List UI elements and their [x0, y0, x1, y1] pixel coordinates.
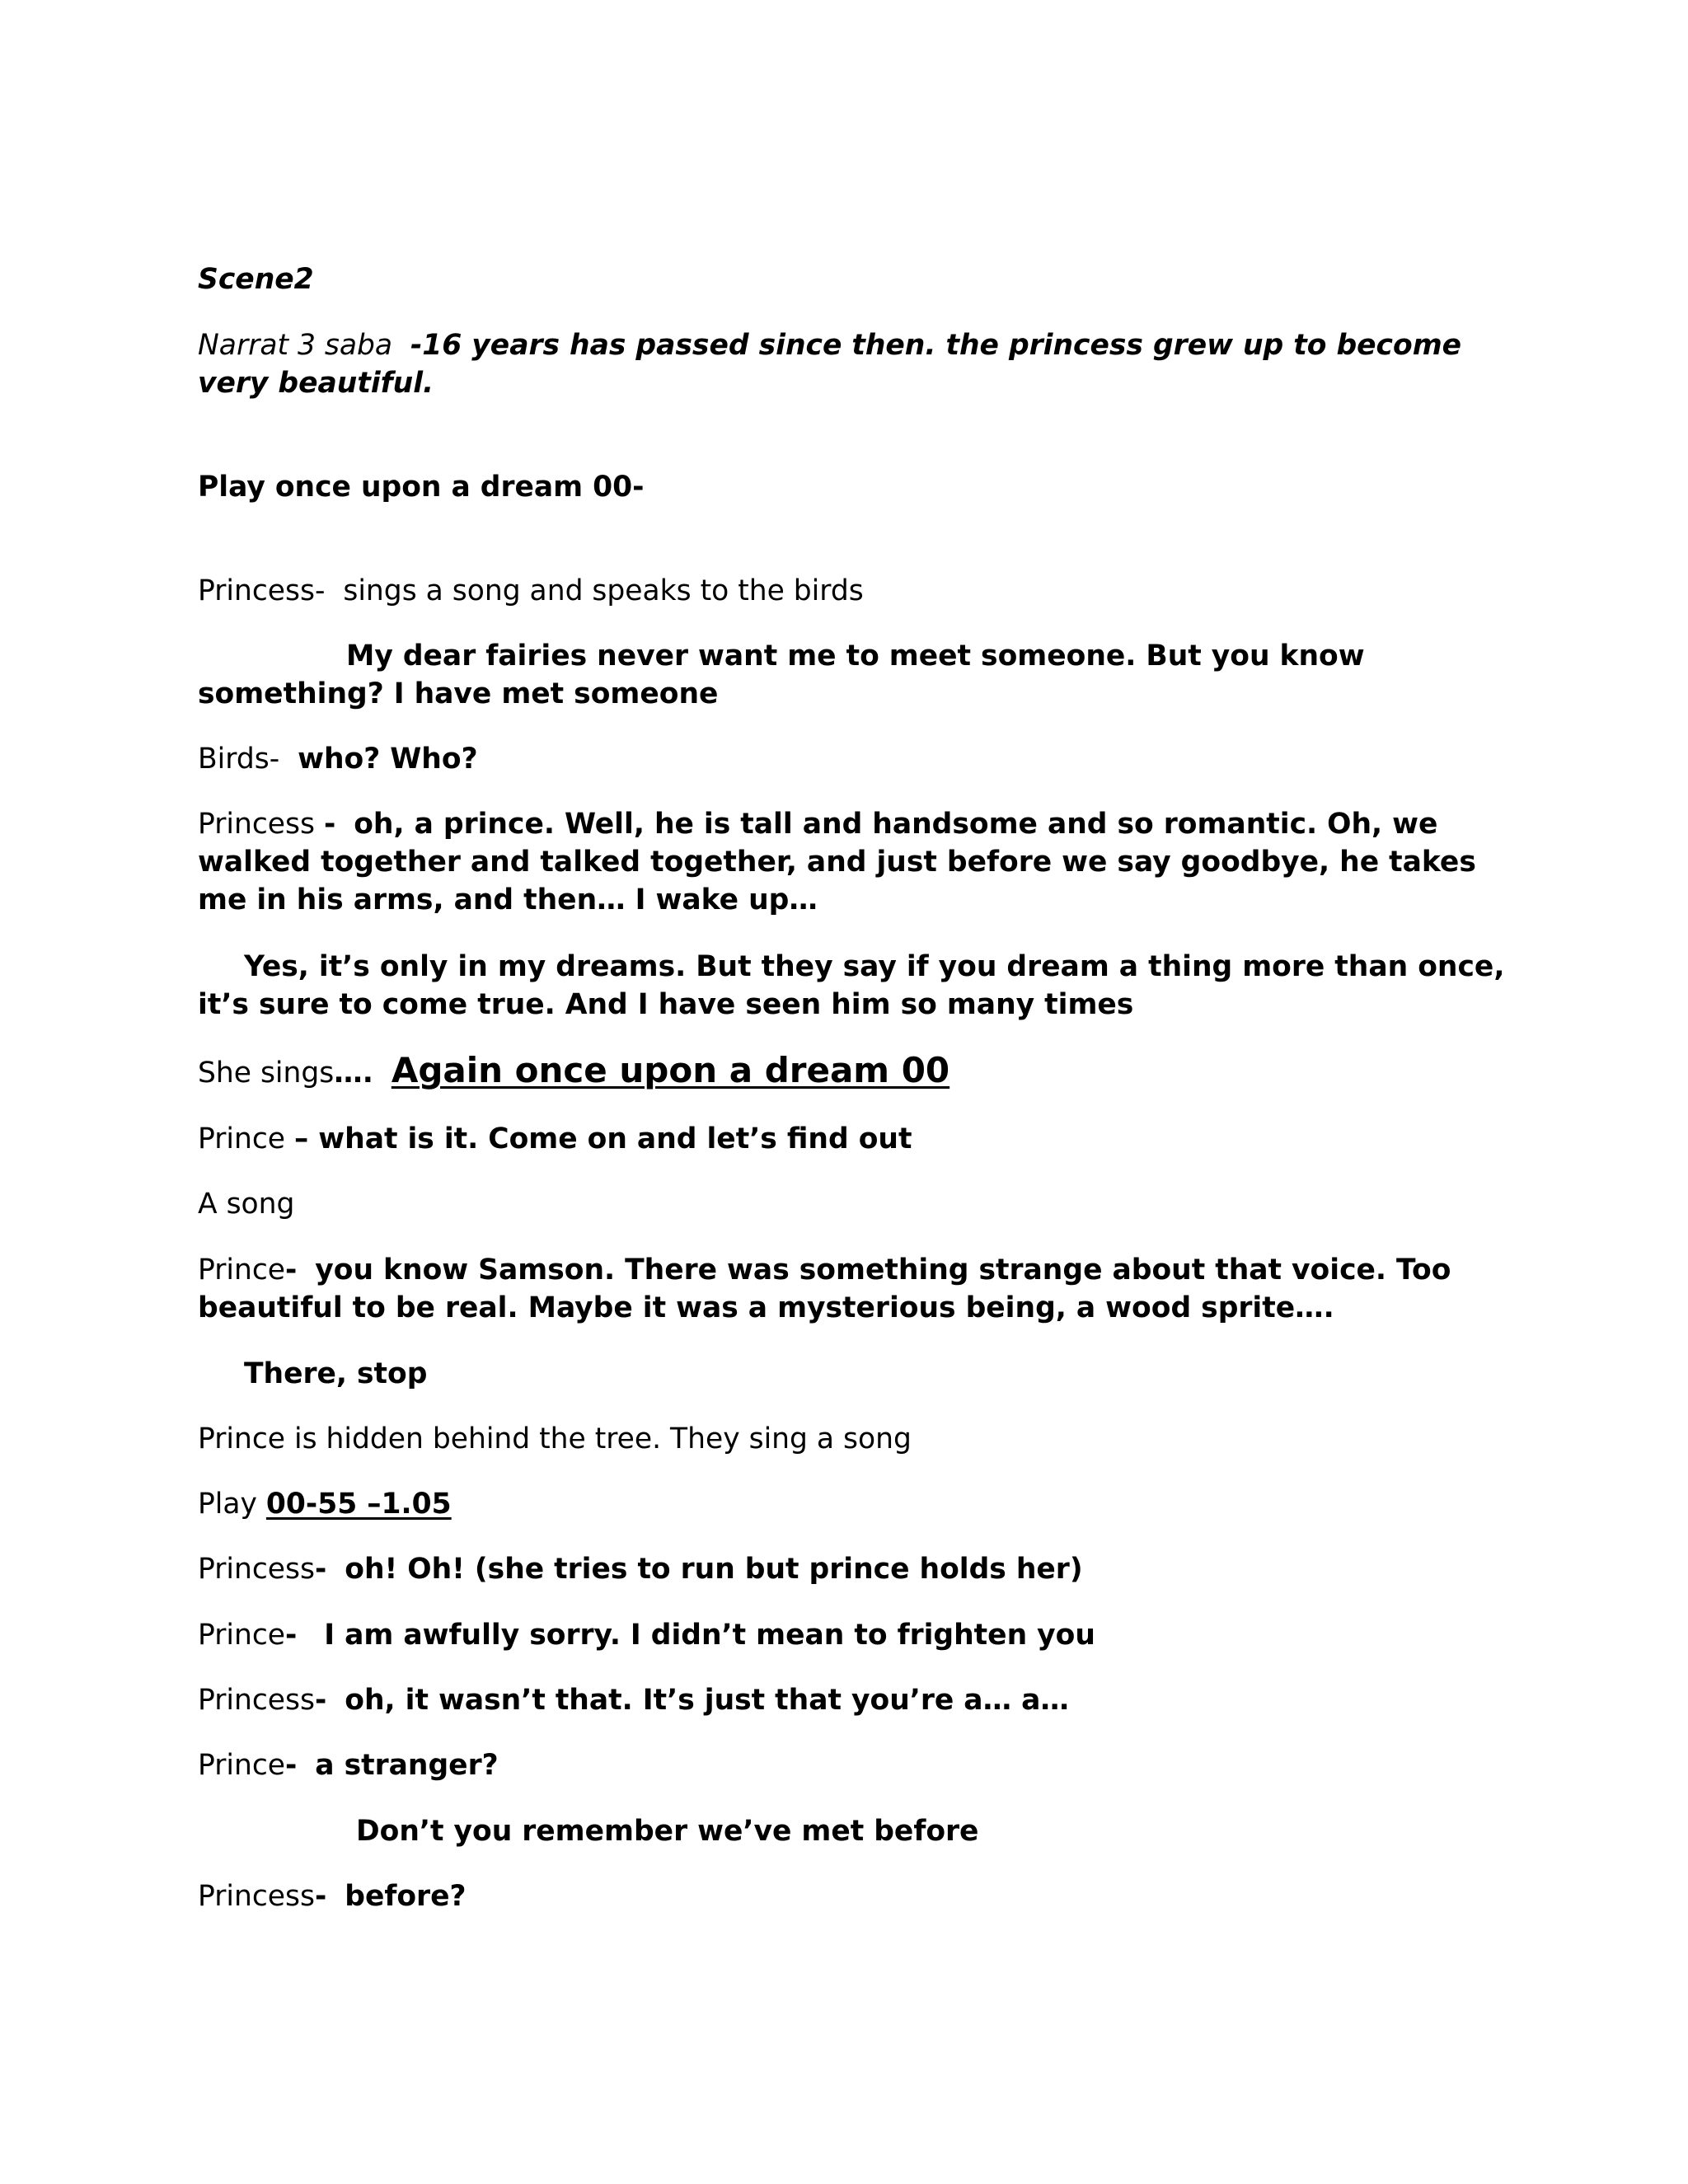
dialogue-text: before? [345, 1880, 467, 1913]
speaker-prince: Prince [198, 1619, 286, 1652]
dash: - [323, 808, 336, 841]
dialogue-text: you know Samson. There was something strange about that voice. Too [315, 1254, 1451, 1286]
speaker-princess: Princess [198, 1880, 315, 1913]
narration-text-1: -16 years has passed since then. the princess grew up to become [410, 329, 1462, 362]
dash: - [285, 1619, 298, 1652]
dialogue-line [198, 1616, 1500, 1654]
speaker-prince: Prince [198, 1254, 286, 1286]
narration-line-1 [198, 326, 1500, 364]
dash: - [285, 1254, 298, 1286]
dialogue-text: oh, it wasn’t that. It’s just that you’re a… a… [345, 1684, 1069, 1717]
speaker-birds: Birds- [198, 743, 280, 776]
dialogue-text: – what is it. Come on and let’s find out [294, 1122, 912, 1155]
dash: - [314, 1684, 327, 1717]
speaker-princess: Princess [198, 808, 315, 841]
dialogue-text: I am awfully sorry. I didn’t mean to frighten you [324, 1619, 1095, 1652]
a-song: A song [198, 1188, 295, 1221]
play-prefix: Play [198, 1488, 257, 1521]
speaker-prince: Prince [198, 1122, 286, 1155]
play-time: 00-55 –1.05 [265, 1488, 452, 1521]
prince-line-b-2: beautiful to be real. Maybe it was a mysterious being, a wood sprite…. [198, 1291, 1334, 1324]
stage-direction: Prince is hidden behind the tree. They sing a song [198, 1422, 912, 1455]
dialogue-line [198, 1550, 1500, 1588]
speaker-princess: Princess- [198, 574, 326, 607]
dash: - [285, 1749, 298, 1782]
princess-line-a-1: My dear fairies never want me to meet someone. But you know [346, 640, 1365, 673]
scene-heading: Scene2 [198, 263, 314, 296]
princess-line-b-2: walked together and talked together, and just before we say goodbye, he takes [198, 846, 1476, 879]
prince-line-b-1 [198, 1251, 1500, 1289]
play-cue-1: Play once upon a dream 00- [198, 471, 645, 504]
dialogue-line [198, 1746, 1500, 1784]
prince-line-d: Don’t you remember we’ve met before [356, 1815, 979, 1848]
princess-line-c-2: it’s sure to come true. And I have seen him so many times [198, 988, 1134, 1021]
play-cue-2 [198, 1485, 1500, 1523]
she-sings-line [198, 1052, 1500, 1092]
song-title: Again once upon a dream 00 [391, 1050, 950, 1090]
speaker-prince: Prince [198, 1749, 286, 1782]
princess-line-b-1 [198, 805, 1500, 843]
prince-line-a [198, 1120, 1500, 1158]
speaker-princess: Princess [198, 1553, 315, 1586]
birds-text: who? Who? [298, 743, 478, 776]
dash: - [314, 1880, 327, 1913]
dash: - [314, 1553, 327, 1586]
she-sings-dots: …. [334, 1057, 373, 1090]
final-line [198, 1877, 1500, 1915]
action-text: sings a song and speaks to the birds [343, 574, 864, 607]
dialogue-text: oh! Oh! (she tries to run but prince holds her) [345, 1553, 1083, 1586]
narration-line-2: very beautiful. [198, 367, 434, 400]
princess-line-c-1: Yes, it’s only in my dreams. But they say if you dream a thing more than once, [244, 950, 1505, 983]
birds-line [198, 740, 1500, 778]
princess-line-b-3: me in his arms, and then… I wake up… [198, 883, 818, 916]
princess-line-a-2: something? I have met someone [198, 677, 719, 710]
dialogue-text: oh, a prince. Well, he is tall and handsome and so romantic. Oh, we [354, 808, 1438, 841]
princess-action [198, 572, 1500, 610]
dialogue-text: a stranger? [315, 1749, 499, 1782]
prince-line-c: There, stop [244, 1357, 428, 1390]
dialogue-line [198, 1681, 1500, 1719]
speaker-princess: Princess [198, 1684, 315, 1717]
narrator-name: Narrat 3 saba [198, 329, 393, 362]
she-sings-prefix: She sings [198, 1057, 335, 1090]
